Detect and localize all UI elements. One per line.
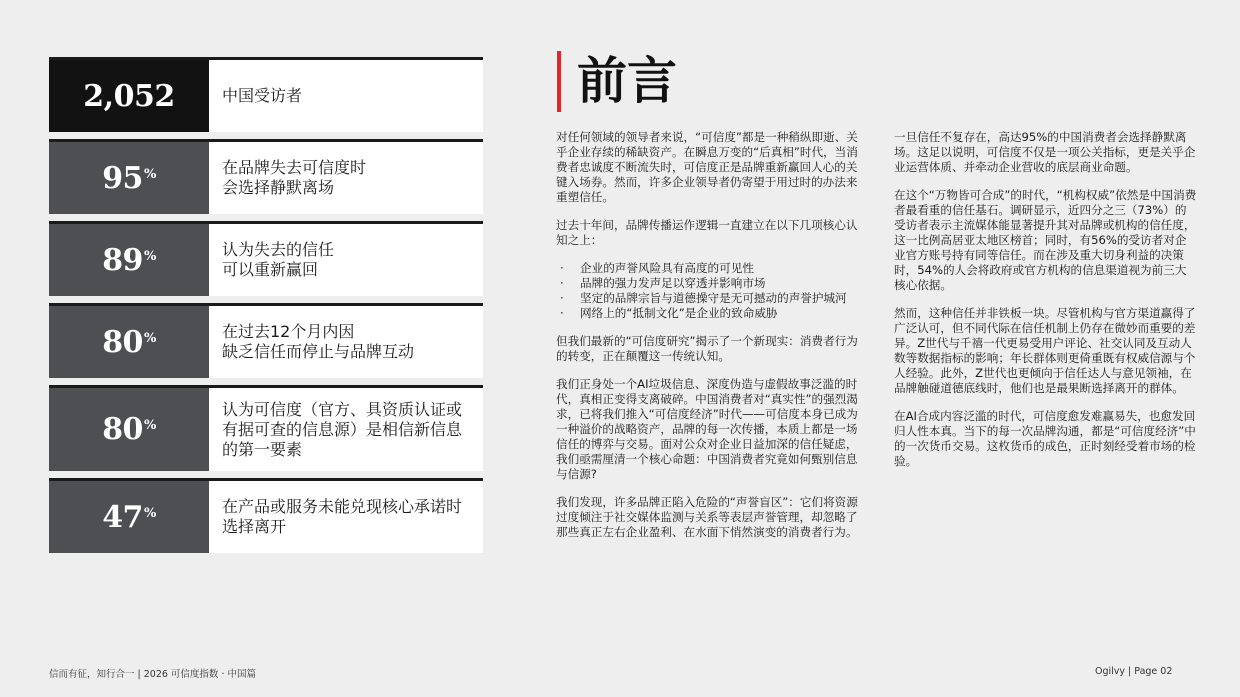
stat-number-value: 95 <box>102 160 143 196</box>
stat-row <box>49 221 483 296</box>
stat-row <box>49 57 483 132</box>
footer-left: 信而有征，知行合一 | 2026 可信度指数 · 中国篇 <box>49 669 256 680</box>
stat-number <box>49 142 209 214</box>
stat-label-line: 在产品或服务未能兑现核心承诺时 <box>222 497 463 516</box>
bullet-item: · 企业的声誉风险具有高度的可见性 <box>556 261 860 276</box>
bullet-item: · 网络上的“抵制文化”是企业的致命威胁 <box>556 306 860 321</box>
stat-number-suffix: % <box>143 248 156 264</box>
stat-number-value: 2,052 <box>83 78 175 114</box>
stat-label-line: 有据可查的信息源）是相信新信息 <box>222 419 463 439</box>
bullet-item: · 坚定的品牌宗旨与道德操守是无可撼动的声誉护城河 <box>556 291 860 306</box>
page-title: 前言 <box>577 52 677 110</box>
stat-number-value: 47 <box>102 499 143 535</box>
paragraph: 在AI合成内容泛滥的时代，可信度愈发难赢易失，也愈发回归人性本真。当下的每一次品牌沟通，都是“可信度经济”中的一次货币交易。这枚货币的成色，正时刻经受着市场的检验。 <box>894 409 1196 468</box>
stat-label-line: 选择离开 <box>222 517 287 536</box>
paragraph: 然而，这种信任并非铁板一块。尽管机构与官方渠道赢得了广泛认可，但不同代际在信任机制上仍存在微妙而重要的差异。Z世代与千禧一代更易受用户评论、社交认同及互动人数等数据指标的影响；年长群体则更倚重既有权威信源与个人经验。此外，Z世代也更倾向于信任达人与意见领袖，在品牌触碰道德底线时，他们也是最果断选择离开的群体。 <box>894 306 1196 395</box>
stat-number-suffix: % <box>143 166 156 182</box>
stat-row <box>49 478 483 553</box>
stat-label <box>209 86 483 106</box>
stat-number-value: 80 <box>102 412 143 447</box>
stat-label-line: 会选择静默离场 <box>222 178 335 197</box>
stat-number-suffix: % <box>143 505 156 521</box>
stat-number <box>49 60 209 132</box>
stat-label-line: 认为可信度（官方、具资质认证或 <box>222 399 463 419</box>
text-column-1 <box>556 130 860 553</box>
stat-label <box>209 497 483 537</box>
stat-label <box>209 240 483 280</box>
stat-label-line: 在过去12个月内因 <box>222 322 355 341</box>
stat-label-line: 中国受访者 <box>222 86 303 105</box>
stat-row <box>49 139 483 214</box>
paragraph: 在这个“万物皆可合成”的时代，“机构权威”依然是中国消费者最看重的信任基石。调研显示，近四分之三（73%）的受访者表示主流媒体能显著提升其对品牌或机构的信任度，这一比例高居亚太地区榜首；同时，有56%的受访者对企业官方账号持有同等信任。而在涉及重大切身利益的决策时，54%的人会将政府或官方机构的信息渠道视为前三大核心依据。 <box>894 188 1197 292</box>
paragraph: 我们正身处一个AI垃圾信息、深度伪造与虚假故事泛滥的时代，真相正变得支离破碎。中国消费者对“真实性”的强烈渴求，已将我们推入“可信度经济”时代——可信度本身已成为一种溢价的战略资产，品牌的每一次传播，本质上都是一场信任的博弈与交易。面对公众对企业日益加深的信任疑虑，我们亟需厘清一个核心命题：中国消费者究竟如何甄别信息与信源? <box>556 377 858 481</box>
title-accent-bar <box>557 51 561 112</box>
stat-label-line: 可以重新赢回 <box>222 260 319 279</box>
stat-number <box>49 388 209 471</box>
stat-number-suffix: % <box>143 418 156 433</box>
stat-label <box>209 322 483 362</box>
stat-label-line: 在品牌失去可信度时 <box>222 158 367 177</box>
stat-number <box>49 306 209 378</box>
paragraph: 我们发现，许多品牌正陷入危险的“声誉盲区”：它们将资源过度倾注于社交媒体监测与关系等表层声誉管理，却忽略了那些真正左右企业盈利、在水面下悄然演变的消费者行为。 <box>556 495 858 539</box>
text-column-2 <box>894 130 1198 482</box>
stat-number <box>49 481 209 553</box>
paragraph: 对任何领域的领导者来说，“可信度”都是一种稍纵即逝、关乎企业存续的稀缺资产。在瞬息万变的“后真相”时代，当消费者忠诚度不断流失时，可信度正是品牌重新赢回人心的关键入场券。然而，许多企业领导者仍寄望于用过时的办法来重塑信任。 <box>556 130 858 204</box>
stat-row <box>49 385 483 471</box>
stat-number-value: 89 <box>102 242 143 278</box>
bullet-item: · 品牌的强力发声足以穿透并影响市场 <box>556 276 860 291</box>
stat-number-value: 80 <box>102 324 143 360</box>
stats-panel <box>49 57 483 560</box>
stat-number <box>49 224 209 296</box>
stat-label-line: 认为失去的信任 <box>222 240 335 259</box>
stat-label <box>209 158 483 198</box>
stat-label-line: 的第一要素 <box>222 439 303 459</box>
bullet-list <box>556 261 860 321</box>
paragraph: 过去十年间，品牌传播运作逻辑一直建立在以下几项核心认知之上： <box>556 218 858 247</box>
stat-label-line: 缺乏信任而停止与品牌互动 <box>222 342 415 361</box>
stat-row <box>49 303 483 378</box>
paragraph: 但我们最新的“可信度研究”揭示了一个新现实：消费者行为的转变，正在颠覆这一传统认知。 <box>556 334 858 363</box>
paragraph: 一旦信任不复存在，高达95%的中国消费者会选择静默离场。这足以说明，可信度不仅是一项公关指标，更是关乎企业运营体质、并牵动企业营收的底层商业命题。 <box>894 130 1196 174</box>
footer-right: Ogilvy | Page 02 <box>1095 666 1173 677</box>
stat-number-suffix: % <box>143 330 156 346</box>
stat-label <box>209 400 483 460</box>
